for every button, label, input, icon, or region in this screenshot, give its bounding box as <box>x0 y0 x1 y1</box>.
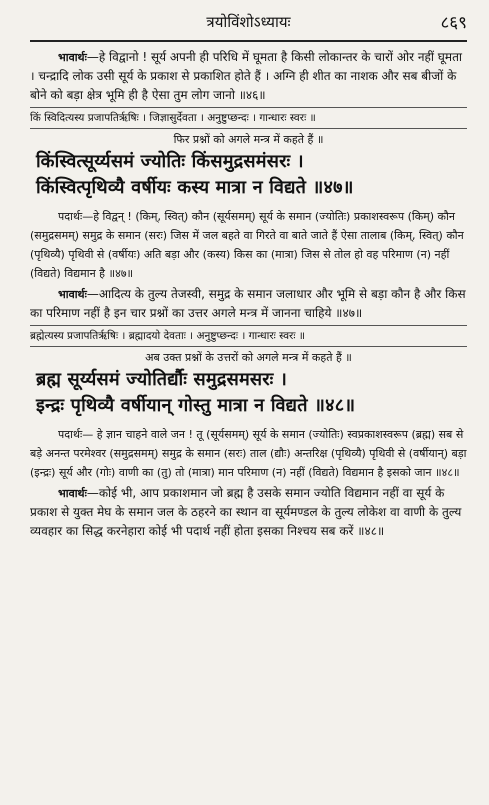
padartha-48 <box>30 425 467 482</box>
page-number: ८६९ <box>440 13 467 33</box>
page-header <box>30 8 467 34</box>
bhavartha-label: भावार्थः <box>58 288 87 301</box>
chapter-title: त्रयोविंशोऽध्यायः <box>206 13 291 31</box>
verse-47-line-1: किंस्वित्सूर्य्यसमं ज्योतिः किंसमुद्रसमंसरः । <box>36 151 304 172</box>
divider <box>30 107 467 108</box>
verse-47-line-2: किंस्वित्पृथिव्यै वर्षीयः कस्य मात्रा न विद्यते ॥४७॥ <box>36 177 354 198</box>
header-rule <box>30 40 467 42</box>
padartha-label: पदार्थः <box>58 210 83 223</box>
bhavartha-48 <box>30 484 467 541</box>
divider <box>30 128 467 129</box>
padartha-text: —हे विद्वन् ! (किम्, स्वित्) कौन (सूर्यसमम्) सूर्य के समान (ज्योतिः) प्रकाशस्वरूप (किम्) कौन (समुद्रसमम्) समुद्र के समान (सरः) जिस में जल बहते वा गिरते वा बाते जाते हैं ऐसा तालाब (किम्, स्वित्) कौन (पृथिव्यै) पृथिवी से (वर्षीयः) अति बड़ा और (कस्य) किस का (मात्रा) जिस से तोल हो वह परिमाण (न) नहीं (विद्यते) विद्यमान है ॥४७॥ <box>30 210 464 280</box>
padartha-label: पदार्थः <box>58 428 83 441</box>
bhavartha-label: भावार्थः <box>58 51 87 64</box>
bhavartha-47 <box>30 285 467 323</box>
mantra-meta-47: किं स्विदित्यस्य प्रजापतिर्ऋषिः । जिज्ञासुर्देवता । अनुष्टुप्छन्दः । गान्धारः स्वरः ॥ <box>30 112 316 124</box>
intro-47: फिर प्रश्नों को अगले मन्त्र में कहते हैं ॥ <box>173 133 324 146</box>
intro-48: अब उक्त प्रश्नों के उत्तरों को अगले मन्त्र में कहते हैं ॥ <box>145 351 352 364</box>
mantra-meta-48: ब्रह्मेत्यस्य प्रजापतिर्ऋषिः । ब्रह्मादयो देवताः । अनुष्टुप्छन्दः । गान्धारः स्वरः ॥ <box>30 330 306 342</box>
bhavartha-46 <box>30 48 467 105</box>
verse-48-line-1: ब्रह्म सूर्य्यसमं ज्योतिर्द्यौः समुद्रसमसरः । <box>36 369 287 390</box>
padartha-47 <box>30 207 467 283</box>
padartha-text: — हे ज्ञान चाहने वाले जन ! तू (सूर्यसमम्) सूर्य के समान (ज्योतिः) स्वप्रकाशस्वरूप (ब्रह्म) सब से बड़े अनन्त परमेश्वर (समुद्रसमम्) समुद्र के समान (सरः) ताल (द्यौः) अन्तरिक्ष (पृथिव्यै) पृथिवी से (वर्षीयान्) बड़ा (इन्द्रः) सूर्य और (गोः) वाणी का (तु) तो (मात्रा) मान परिमाण (न) नहीं (विद्यते) विद्यमान है इसको जान ॥४८॥ <box>30 428 467 479</box>
divider <box>30 325 467 326</box>
bhavartha-text: —हे विद्वानो ! सूर्य अपनी ही परिधि में घूमता है किसी लोकान्तर के चारों ओर नहीं घूमता । चन्द्रादि लोक उसी सूर्य के प्रकाश से प्रकाशित होते हैं । अग्नि ही शीत का नाशक और सब बीजों के बोने को बड़ा क्षेत्र भूमि ही है ऐसा तुम लोग जानो ॥४६॥ <box>30 50 463 102</box>
divider <box>30 346 467 347</box>
bhavartha-text: —कोई भी, आप प्रकाशमान जो ब्रह्म है उसके समान ज्योति विद्यमान नहीं वा सूर्य के प्रकाश से युक्त मेघ के समान जल के ठहरने का स्थान वा सूर्यमण्डल के तुल्य लोकेश वा वाणी के तुल्य व्यवहार का सिद्ध करनेहारा कोई भी पदार्थ नहीं होता इसका निश्चय सब करें ॥४८॥ <box>30 486 462 538</box>
verse-48-line-2: इन्द्रः पृथिव्यै वर्षीयान् गोस्तु मात्रा न विद्यते ॥४८॥ <box>36 395 356 416</box>
bhavartha-label: भावार्थः <box>58 487 87 500</box>
bhavartha-text: —आदित्य के तुल्य तेजस्वी, समुद्र के समान जलाधार और भूमि से बड़ा कौन है और किस का परिमाण नहीं है इन चार प्रश्नों का उत्तर अगले मन्त्र में जानना चाहिये ॥४७॥ <box>30 287 466 320</box>
